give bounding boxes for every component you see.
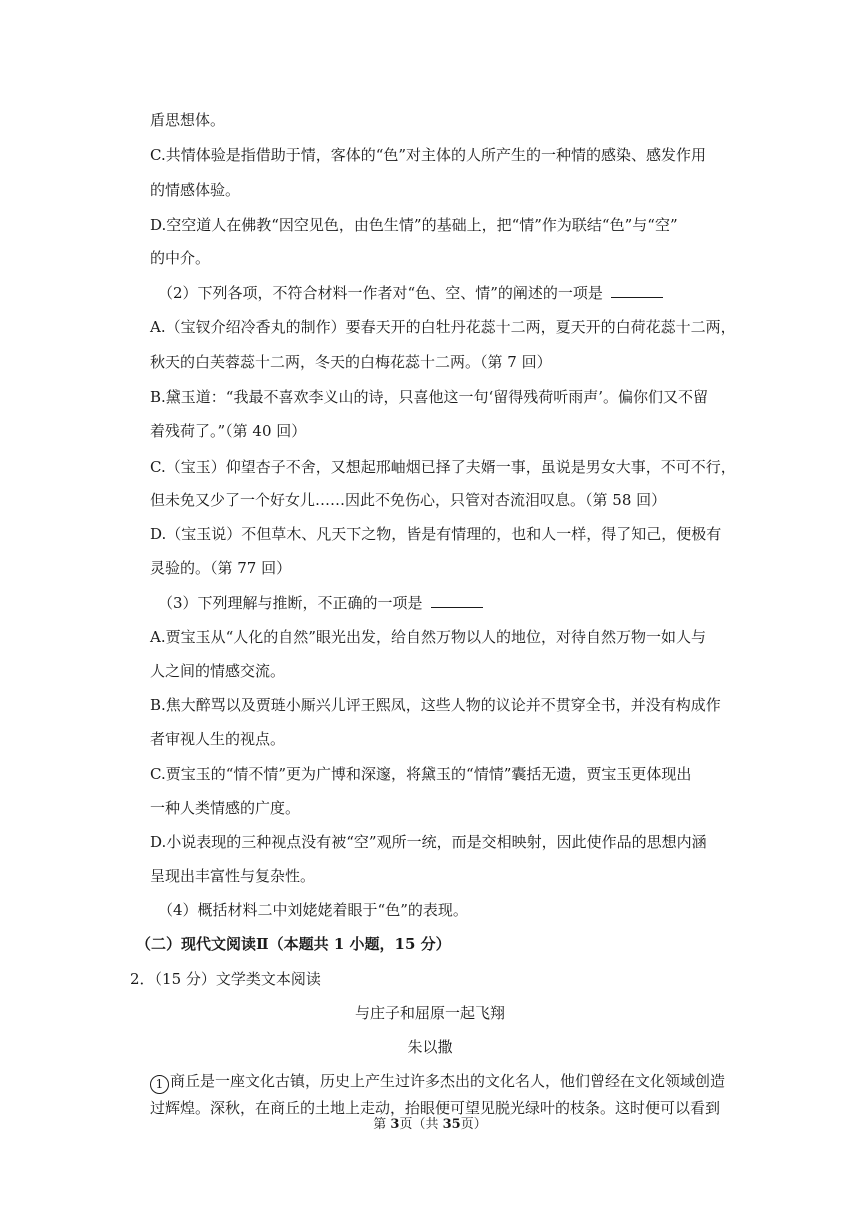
text-line: 着残荷了。”（第 40 回） xyxy=(150,422,307,440)
text-line: 但未免又少了一个好女儿……因此不免伤心，只管对杏流泪叹息。（第 58 回） xyxy=(150,491,667,509)
answer-blank[interactable] xyxy=(611,283,663,298)
text-line: C.共情体验是指借助于情，客体的“色”对主体的人所产生的一种情的感染、感发作用 xyxy=(150,146,707,164)
total-pages: 35 xyxy=(442,1117,461,1132)
text-line: B.焦大醉骂以及贾琏小厮兴儿评王熙凤，这些人物的议论并不贯穿全书，并没有构成作 xyxy=(150,696,721,714)
answer-blank[interactable] xyxy=(431,593,483,608)
question-text: （3）下列理解与推断，不正确的一项是 xyxy=(158,594,423,612)
article-author: 朱以撒 xyxy=(407,1038,453,1056)
paragraph-line xyxy=(150,1071,730,1094)
text-line: C.（宝玉）仰望杏子不舍，又想起邢岫烟已择了夫婿一事，虽说是男女大事，不可不行， xyxy=(150,458,736,476)
page-number: 3 xyxy=(390,1117,400,1132)
footer-prefix: 第 xyxy=(373,1117,391,1132)
question-2-line xyxy=(158,283,738,303)
paragraph-number: 1 xyxy=(150,1075,169,1094)
text-line: 的中介。 xyxy=(150,249,211,267)
text-line: B.黛玉道：“我最不喜欢李义山的诗，只喜他这一句‘留得残荷听雨声’。偏你们又不留 xyxy=(150,388,708,406)
text-line: 一种人类情感的广度。 xyxy=(150,799,301,817)
text-line: 秋天的白芙蓉蕊十二两，冬天的白梅花蕊十二两。（第 7 回） xyxy=(150,353,552,371)
text-line: 的情感体验。 xyxy=(150,181,241,199)
question-number: 2．（15 分）文学类文本阅读 xyxy=(130,970,321,988)
text-line: 呈现出丰富性与复杂性。 xyxy=(150,867,316,885)
article-title: 与庄子和屈原一起飞翔 xyxy=(354,1004,505,1022)
text-line: 人之间的情感交流。 xyxy=(150,662,286,680)
text-line: 盾思想体。 xyxy=(150,111,226,129)
text-line: 灵验的。（第 77 回） xyxy=(150,559,292,577)
text-line: 者审视人生的视点。 xyxy=(150,730,286,748)
question-3-line xyxy=(158,593,738,613)
text-line: D.（宝玉说）不但草木、凡天下之物，皆是有情理的，也和人一样，得了知己，便极有 xyxy=(150,525,722,543)
text-line: C.贾宝玉的“情不情”更为广博和深邃，将黛玉的“情情”囊括无遗，贾宝玉更体现出 xyxy=(150,765,692,783)
text-line: A.（宝钗介绍冷香丸的制作）要春天开的白牡丹花蕊十二两，夏天开的白荷花蕊十二两， xyxy=(150,318,736,336)
paragraph-text: 商丘是一座文化古镇，历史上产生过许多杰出的文化名人，他们曾经在文化领域创造 xyxy=(170,1072,726,1090)
page-footer xyxy=(0,1113,860,1132)
footer-suffix: 页） xyxy=(460,1117,487,1132)
text-line: D.空空道人在佛教“因空见色，由色生情”的基础上，把“情”作为联结“色”与“空” xyxy=(150,216,678,234)
text-line: 过辉煌。深秋，在商丘的土地上走动，抬眼便可望见脱光绿叶的枝条。这时便可以看到 xyxy=(150,1099,721,1117)
footer-mid: 页（共 xyxy=(399,1117,443,1132)
question-text: （2）下列各项，不符合材料一作者对“色、空、情”的阐述的一项是 xyxy=(158,284,603,302)
text-line: （4）概括材料二中刘姥姥着眼于“色”的表现。 xyxy=(158,901,468,919)
section-heading: （二）现代文阅读Ⅱ（本题共 1 小题，15 分） xyxy=(136,935,451,953)
text-line: A.贾宝玉从“人化的自然”眼光出发，给自然万物以人的地位，对待自然万物一如人与 xyxy=(150,628,706,646)
text-line: D.小说表现的三种视点没有被“空”观所一统，而是交相映射，因此使作品的思想内涵 xyxy=(150,833,707,851)
